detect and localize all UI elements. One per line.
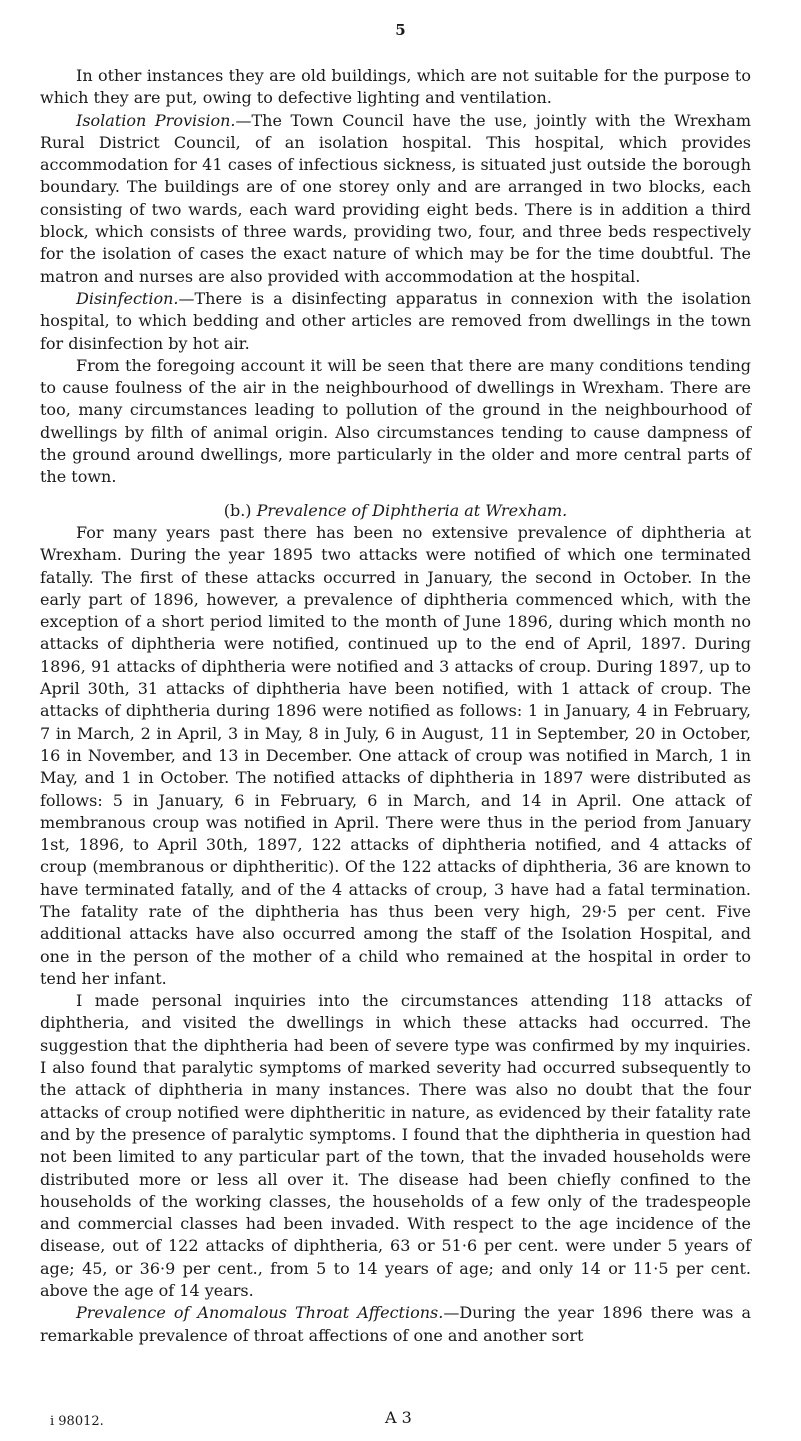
paragraph-disinfection xyxy=(40,288,751,355)
paragraph-text: In other instances they are old buildings, which are not suitable for the purpose to which they are put, owing to defective lighting and ventilation. xyxy=(40,66,751,108)
paragraph-isolation-provision xyxy=(40,110,751,288)
signature-mark: A 3 xyxy=(385,1408,412,1427)
paragraph-text: —During the year 1896 there was a remarkable prevalence of throat affections of one and another sort xyxy=(40,1303,751,1345)
section-marker: (b.) xyxy=(223,500,252,520)
paragraph-text: From the foregoing account it will be seen that there are many conditions tending to cause foulness of the air in the neighbourhood of dwellings in Wrexham. There are too, many circumstances leading to pollution of the ground in the neighbourhood of dwellings by filth of animal origin. Also circumstances tending to cause dampness of the ground around dwellings, more particularly in the older and more central parts of the town. xyxy=(40,355,751,487)
section-heading xyxy=(40,500,751,522)
section-title: Prevalence of Diphtheria at Wrexham. xyxy=(256,500,568,520)
paragraph-text: I made personal inquiries into the circumstances attending 118 attacks of diphtheria, and visited the dwellings in which these attacks had occurred. The suggestion that the diphtheria had been of severe type was confirmed by my inquiries. I also found that paralytic symptoms of marked severity had occurred subsequently to the attack of diphtheria in many instances. There was also no doubt that the four attacks of croup notified were diphtheritic in nature, as evidenced by their fatality rate and by the presence of paralytic symptoms. I found that the diphtheria in question had not been limited to any particular part of the town, that the invaded households were distributed more or less all over it. The disease had been chiefly confined to the households of the working classes, the households of a few only of the tradespeople and commercial classes had been invaded. With respect to the age incidence of the disease, out of 122 attacks of diphtheria, 63 or 51·6 per cent. were under 5 years of age; 45, or 36·9 per cent., from 5 to 14 years of age; and only 14 or 11·5 per cent. above the age of 14 years. xyxy=(40,991,751,1301)
paragraph xyxy=(40,990,751,1302)
print-code: i 98012. xyxy=(50,1414,104,1429)
paragraph-lead: Isolation Provision. xyxy=(76,110,236,130)
paragraph-text: For many years past there has been no extensive prevalence of diphtheria at Wrexham. During the year 1895 two attacks were notified of which one terminated fatally. The first of these attacks occurred in January, the second in October. In the early part of 1896, however, a prevalence of diphtheria commenced which, with the exception of a short period limited to the month of June 1896, during which month no attacks of diphtheria were notified, continued up to the end of April, 1897. During 1896, 91 attacks of diphtheria were notified and 3 attacks of croup. During 1897, up to April 30th, 31 attacks of diphtheria have been notified, with 1 attack of croup. The attacks of diphtheria during 1896 were notified as follows: 1 in January, 4 in February, 7 in March, 2 in April, 3 in May, 8 in July, 6 in August, 11 in September, 20 in October, 16 in November, and 13 in December. One attack of croup was notified in March, 1 in May, and 1 in October. The notified attacks of diphtheria in 1897 were distributed as follows: 5 in January, 6 in February, 6 in March, and 14 in April. One attack of membranous croup was notified in April. There were thus in the period from January 1st, 1896, to April 30th, 1897, 122 attacks of diphtheria notified, and 4 attacks of croup (membranous or diphtheritic). Of the 122 attacks of diphtheria, 36 are known to have terminated fatally, and of the 4 attacks of croup, 3 have had a fatal termination. The fatality rate of the diphtheria has thus been very high, 29·5 per cent. Five additional attacks have also occurred among the staff of the Isolation Hospital, and one in the person of the mother of a child who remained at the hospital in order to tend her infant. xyxy=(40,522,751,988)
page-number: 5 xyxy=(395,21,406,39)
paragraph xyxy=(40,355,751,489)
paragraph xyxy=(40,522,751,990)
paragraph-anomalous-throat xyxy=(40,1302,751,1347)
paragraph xyxy=(40,65,751,110)
paragraph-lead: Prevalence of Anomalous Throat Affections. xyxy=(76,1303,444,1323)
page-footer xyxy=(40,1408,751,1432)
paragraph-lead: Disinfection. xyxy=(76,288,179,308)
body-text xyxy=(40,65,751,1347)
paragraph-text: —There is a disinfecting apparatus in connexion with the isolation hospital, to which bedding and other articles are removed from dwellings in the town for disinfection by hot air. xyxy=(40,288,751,353)
paragraph-text: —The Town Council have the use, jointly with the Wrexham Rural District Council, of an isolation hospital. This hospital, which provides accommodation for 41 cases of infectious sickness, is situated just outside the borough boundary. The buildings are of one storey only and are arranged in two blocks, each consisting of two wards, each ward providing eight beds. There is in addition a third block, which consists of three wards, providing two, four, and three beds respectively for the isolation of cases the exact nature of which may be for the time doubtful. The matron and nurses are also provided with accommodation at the hospital. xyxy=(40,110,751,286)
